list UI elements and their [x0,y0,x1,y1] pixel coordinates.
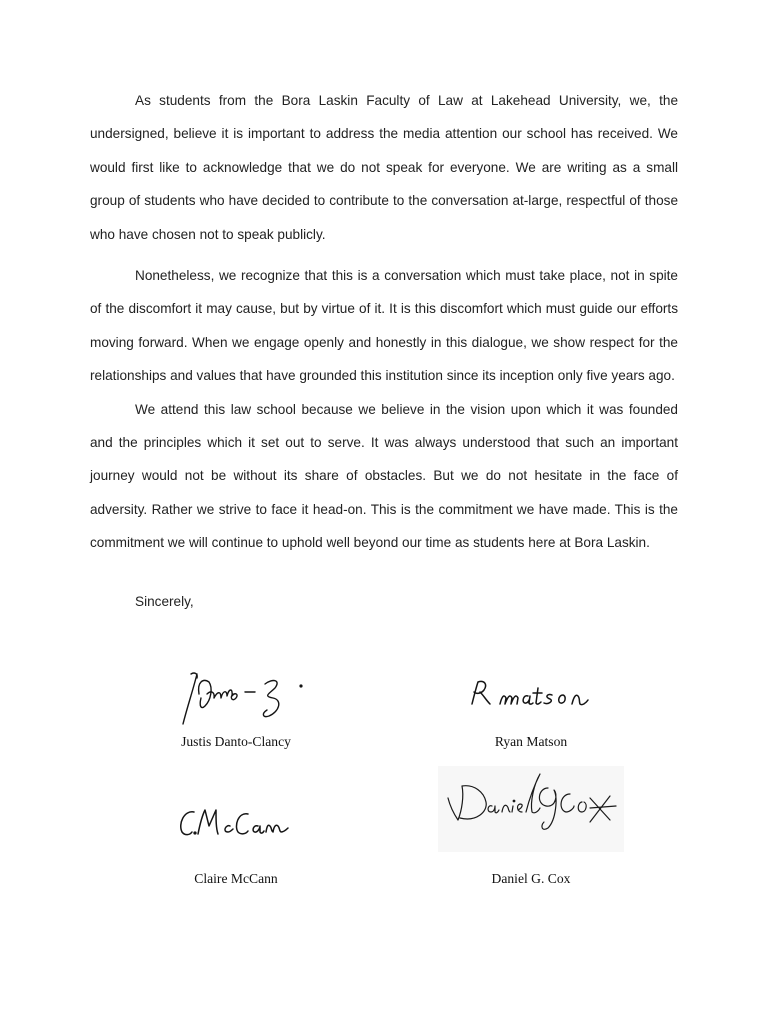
signature-claire-mccann-image [176,802,312,842]
signature-daniel-g-cox [440,768,622,848]
signature-claire-mccann [176,802,312,842]
paragraph-3: We attend this law school because we believe in the vision upon which it was founded and the principles which it set out to serve. It was always understood that such an important journey would not be without its share of obstacles. But we do not hesitate in the face of adversity. Rather we strive to face it head-on. This is the commitment we have made. This is the commitment we will continue to uphold well beyond our time as students here at Bora Laskin. [90,401,678,551]
signature-daniel-g-cox-image [440,768,622,848]
paragraph-2: Nonetheless, we recognize that this is a conversation which must take place, not in spite of the discomfort it may cause, but by virtue of it. It is this discomfort which must guide our efforts moving forward. When we engage openly and honestly in this dialogue, we show respect for the relationships and values that have grounded this institution since its inception only five years ago. [90,268,678,384]
signature-justis-danto-clancy-image [175,668,320,730]
paragraph-1: As students from the Bora Laskin Faculty of Law at Lakehead University, we, the undersigned, believe it is important to address the media attention our school has received. We would first like to acknowledge that we do not speak for everyone. We are writing as a small group of students who have decided to contribute to the conversation at-large, respectful of those who have chosen not to speak publicly. [90,93,678,242]
signatory-name-claire-mccann: Claire McCann [194,871,278,886]
signature-ryan-matson-image [466,676,602,712]
signature-justis-danto-clancy [175,668,320,730]
signatory-name-daniel-g-cox: Daniel G. Cox [491,871,571,886]
closing-salutation: Sincerely, [135,594,194,609]
signatory-name-ryan-matson: Ryan Matson [494,734,568,749]
signatory-name-justis-danto-clancy: Justis Danto-Clancy [181,734,291,749]
signature-ryan-matson [466,676,602,712]
letter-body [90,84,678,560]
